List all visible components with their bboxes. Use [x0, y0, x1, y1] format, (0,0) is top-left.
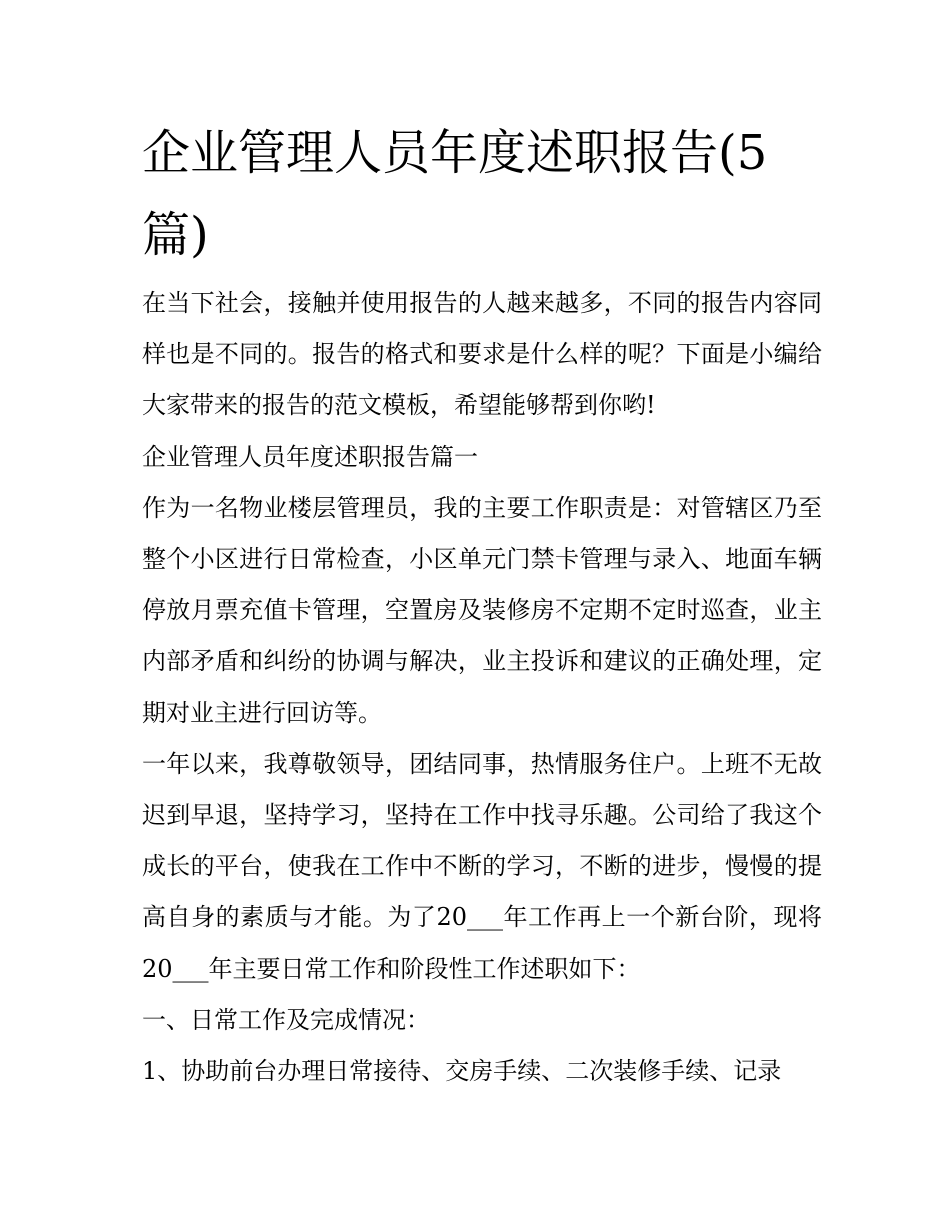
subheading-daily-work: 一、日常工作及完成情况： — [142, 1005, 430, 1034]
document-body — [142, 278, 822, 1097]
section-heading: 企业管理人员年度述职报告篇一 — [142, 442, 478, 471]
list-item-1: 1、协助前台办理日常接待、交房手续、二次装修手续、记录 — [142, 1057, 782, 1086]
body-paragraph-2: 一年以来，我尊敬领导，团结同事，热情服务住户。上班不无故迟到早退，坚持学习，坚持在工作中找寻乐趣。公司给了我这个成长的平台，使我在工作中不断的学习，不断的进步，慢慢的提高自身的素质与才能。为了20___年工作再上一个新台阶，现将20___年主要日常工作和阶段性工作述职如下： — [142, 749, 822, 983]
document-title: 企业管理人员年度述职报告(5篇) — [142, 125, 768, 263]
body-paragraph-1: 作为一名物业楼层管理员，我的主要工作职责是：对管辖区乃至整个小区进行日常检查，小区单元门禁卡管理与录入、地面车辆停放月票充值卡管理，空置房及装修房不定期不定时巡查，业主内部矛盾和纠纷的协调与解决，业主投诉和建议的正确处理，定期对业主进行回访等。 — [142, 493, 822, 727]
intro-paragraph: 在当下社会，接触并使用报告的人越来越多，不同的报告内容同样也是不同的。报告的格式和要求是什么样的呢？下面是小编给大家带来的报告的范文模板，希望能够帮到你哟! — [142, 289, 822, 420]
